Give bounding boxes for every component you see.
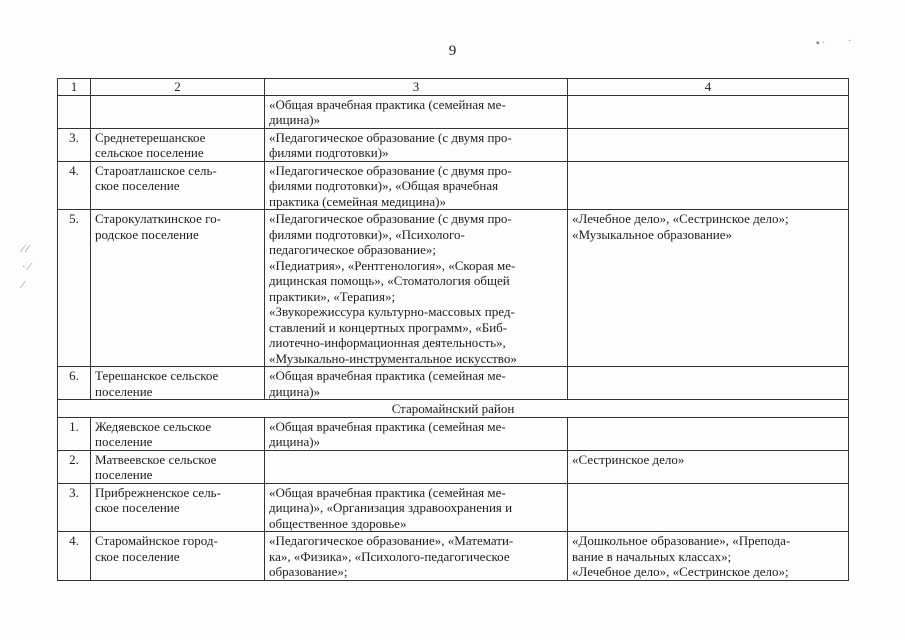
specialties-higher-line: «Педагогическое образование (с двумя про- xyxy=(269,162,512,178)
table-row xyxy=(58,128,849,161)
table-row xyxy=(58,532,849,581)
specialties-secondary-line: «Сестринское дело» xyxy=(572,451,685,467)
specialties-secondary xyxy=(568,210,849,367)
specialties-secondary-line: «Лечебное дело», «Сестринское дело»; xyxy=(572,564,789,579)
table-row xyxy=(58,450,849,483)
settlement-name-line: поселение xyxy=(95,383,153,399)
specialties-higher xyxy=(265,417,568,450)
settlement-name-line: ское поселение xyxy=(95,500,180,515)
settlement-name-line: Прибрежненское сель- xyxy=(95,484,221,500)
specialties-secondary xyxy=(568,161,849,210)
table-row xyxy=(58,95,849,128)
row-number: 6. xyxy=(58,367,91,400)
settlement-name xyxy=(91,417,265,450)
specialties-higher-line: «Общая врачебная практика (семейная ме- xyxy=(269,368,506,383)
margin-pencil-marks: ⁄ ⁄ · ⁄ ⁄ xyxy=(22,243,31,291)
section-row xyxy=(58,400,849,418)
table-row xyxy=(58,161,849,210)
settlement-name-line: сельское поселение xyxy=(95,145,204,160)
settlement-name-line: поселение xyxy=(95,434,153,449)
row-number: 3. xyxy=(58,483,91,532)
settlement-name-line: поселение xyxy=(95,467,153,482)
specialties-higher-line: дицина)» xyxy=(269,383,321,399)
specialties-higher-line: практика (семейная медицина)» xyxy=(269,193,446,209)
row-number: 1. xyxy=(58,417,91,450)
specialties-secondary-line: «Лечебное дело», «Сестринское дело»; xyxy=(572,211,789,226)
specialties-secondary xyxy=(568,532,849,581)
header-col-1: 1 xyxy=(58,79,91,96)
specialties-secondary-line: «Дошкольное образование», «Препода- xyxy=(572,533,791,548)
specialties-secondary xyxy=(568,95,849,128)
row-number: 5. xyxy=(58,210,91,367)
specialties-higher-line: «Педагогическое образование (с двумя про- xyxy=(269,129,512,145)
specialties-secondary xyxy=(568,128,849,161)
settlement-name-line: ское поселение xyxy=(95,548,180,564)
settlement-name xyxy=(91,95,265,128)
specialties-higher-line: дицина)», «Организация здравоохранения и xyxy=(269,500,513,515)
settlement-name-line: Староатлашское сель- xyxy=(95,162,217,178)
section-title: Старомайнский район xyxy=(58,400,849,418)
settlement-name xyxy=(91,210,265,367)
specialties-higher xyxy=(265,450,568,483)
settlement-name xyxy=(91,161,265,210)
settlement-name xyxy=(91,532,265,581)
specialties-higher-line: ставлений и концертных программ», «Биб- xyxy=(269,319,508,335)
settlement-name xyxy=(91,367,265,400)
header-col-2: 2 xyxy=(91,79,265,96)
row-number: 2. xyxy=(58,450,91,483)
specialties-higher-line: дицина)» xyxy=(269,434,321,449)
row-number xyxy=(58,95,91,128)
specialties-higher-line: филями подготовки)», «Психолого- xyxy=(269,226,465,242)
page-number: 9 xyxy=(448,43,457,59)
scan-speck: · xyxy=(848,36,852,47)
row-number: 4. xyxy=(58,532,91,581)
settlement-name-line: ское поселение xyxy=(95,178,180,193)
settlement-name-line: Жедяевское сельское xyxy=(95,418,212,434)
scan-speck: ▪ · xyxy=(816,38,826,49)
settlement-name-line: Среднетерешанское xyxy=(95,129,206,145)
specialties-higher-line: филями подготовки)» xyxy=(269,145,389,160)
header-col-4: 4 xyxy=(568,79,849,96)
specialties-higher-line: «Педагогическое образование (с двумя про- xyxy=(269,211,512,226)
specialties-higher xyxy=(265,532,568,581)
specialties-secondary xyxy=(568,367,849,400)
settlement-name-line: Терешанское сельское xyxy=(95,368,219,383)
specialties-higher-line: «Педагогическое образование», «Математи- xyxy=(269,533,514,548)
specialties-higher-line: лиотечно-информационная деятельность», xyxy=(269,335,506,350)
specialties-secondary xyxy=(568,450,849,483)
settlement-name-line: Старокулаткинское го- xyxy=(95,211,221,226)
data-table xyxy=(57,78,849,581)
specialties-higher-line: образование»; xyxy=(269,564,348,579)
specialties-higher-line: «Педиатрия», «Рентгенология», «Скорая ме- xyxy=(269,257,516,273)
specialties-higher-line: ка», «Физика», «Психолого-педагогическое xyxy=(269,548,510,564)
specialties-higher-line: общественное здоровье» xyxy=(269,515,407,531)
row-number: 3. xyxy=(58,128,91,161)
specialties-higher-line: «Звукорежиссура культурно-массовых пред- xyxy=(269,304,515,319)
specialties-secondary-line: вание в начальных классах»; xyxy=(572,548,732,564)
settlement-name-line: Старомайнское город- xyxy=(95,533,218,548)
settlement-name xyxy=(91,450,265,483)
row-number: 4. xyxy=(58,161,91,210)
specialties-higher xyxy=(265,95,568,128)
specialties-higher xyxy=(265,128,568,161)
specialties-higher-line: дицинская помощь», «Стоматология общей xyxy=(269,273,510,288)
settlement-name-line: родское поселение xyxy=(95,226,199,242)
specialties-higher xyxy=(265,210,568,367)
table-header-row xyxy=(58,79,849,96)
specialties-higher-line: филями подготовки)», «Общая врачебная xyxy=(269,178,499,193)
specialties-higher-line: «Общая врачебная практика (семейная ме- xyxy=(269,418,506,434)
table-row xyxy=(58,483,849,532)
table-row xyxy=(58,367,849,400)
settlement-name-line: Матвеевское сельское xyxy=(95,451,217,467)
specialties-secondary xyxy=(568,483,849,532)
specialties-higher-line: практики», «Терапия»; xyxy=(269,288,396,304)
specialties-higher xyxy=(265,483,568,532)
header-col-3: 3 xyxy=(265,79,568,96)
table-row xyxy=(58,417,849,450)
specialties-higher xyxy=(265,367,568,400)
specialties-secondary-line: «Музыкальное образование» xyxy=(572,226,733,242)
settlement-name xyxy=(91,128,265,161)
specialties-higher xyxy=(265,161,568,210)
settlement-name xyxy=(91,483,265,532)
table-row xyxy=(58,210,849,367)
specialties-higher-line: дицина)» xyxy=(269,112,321,127)
specialties-higher-line: «Общая врачебная практика (семейная ме- xyxy=(269,96,506,112)
specialties-higher-line: педагогическое образование»; xyxy=(269,242,436,257)
specialties-secondary xyxy=(568,417,849,450)
specialties-higher-line: «Общая врачебная практика (семейная ме- xyxy=(269,484,506,500)
specialties-higher-line: «Музыкально-инструментальное искусство» xyxy=(269,350,517,366)
